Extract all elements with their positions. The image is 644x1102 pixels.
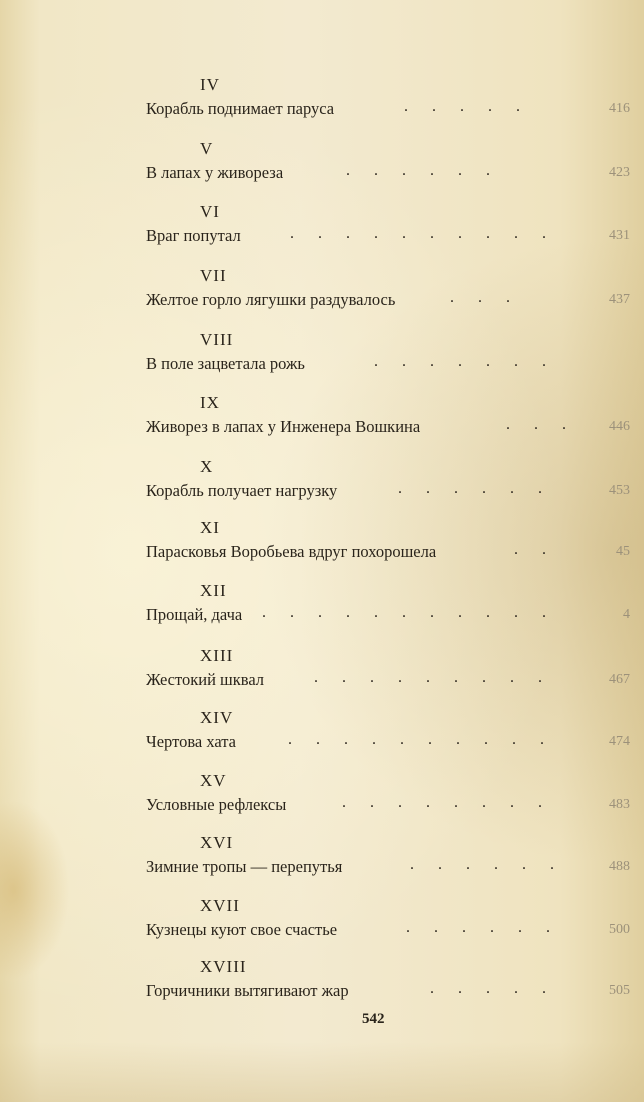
chapter-page-number: 488 — [609, 859, 630, 874]
dot-leader: . . — [514, 541, 556, 558]
dot-leader: . . . . . . — [410, 856, 564, 873]
page-number: 542 — [362, 1011, 385, 1027]
toc-entry — [0, 707, 644, 767]
toc-entry — [0, 329, 644, 389]
toc-entry — [0, 956, 644, 1016]
chapter-numeral: XIII — [200, 646, 234, 665]
toc-entry — [0, 580, 644, 640]
toc-entry — [0, 265, 644, 325]
chapter-numeral: XVII — [200, 896, 240, 915]
toc-entry — [0, 517, 644, 577]
chapter-page-number: 505 — [609, 983, 630, 998]
toc-entry — [0, 138, 644, 198]
chapter-page-number: 446 — [609, 419, 630, 434]
dot-leader: . . . . . . — [398, 480, 552, 497]
chapter-page-number: 474 — [609, 734, 630, 749]
chapter-numeral: XV — [200, 771, 227, 790]
toc-entry — [0, 456, 644, 516]
chapter-numeral: VI — [200, 202, 220, 221]
chapter-title: Желтое горло лягушки раздувалось — [146, 290, 396, 309]
dot-leader: . . . . . . . . — [342, 794, 552, 811]
dot-leader: . . . . . . . . . . . — [262, 604, 556, 621]
chapter-page-number: 4 — [623, 607, 630, 622]
chapter-numeral: XVIII — [200, 957, 247, 976]
dot-leader: . . . . . . — [346, 162, 500, 179]
toc-entry — [0, 895, 644, 955]
chapter-numeral: VIII — [200, 330, 234, 349]
toc-entry — [0, 201, 644, 261]
chapter-title: Корабль поднимает паруса — [146, 99, 335, 118]
dot-leader: . . . — [450, 289, 520, 306]
chapter-title: Зимние тропы — перепутья — [146, 857, 343, 876]
chapter-title: Кузнецы куют свое счастье — [146, 920, 338, 939]
dot-leader: . . . . . — [430, 980, 556, 997]
toc-entry — [0, 770, 644, 830]
chapter-title: В лапах у живореза — [146, 163, 284, 182]
chapter-numeral: V — [200, 139, 214, 158]
chapter-numeral: VII — [200, 266, 227, 285]
chapter-title: Живорез в лапах у Инженера Вошкина — [146, 417, 421, 436]
chapter-page-number: 483 — [609, 797, 630, 812]
chapter-title: Жестокий шквал — [146, 670, 265, 689]
chapter-title: Горчичники вытягивают жар — [146, 981, 349, 1000]
chapter-numeral: X — [200, 457, 214, 476]
chapter-title: Корабль получает нагрузку — [146, 481, 338, 500]
chapter-numeral: XVI — [200, 833, 234, 852]
dot-leader: . . . . . . . — [374, 353, 556, 370]
dot-leader: . . . . . . . . . — [314, 669, 552, 686]
chapter-numeral: IX — [200, 393, 220, 412]
dot-leader: . . . . . . — [406, 919, 560, 936]
chapter-numeral: XI — [200, 518, 220, 537]
chapter-page-number: 431 — [609, 228, 630, 243]
dot-leader: . . . . . . . . . . — [290, 225, 556, 242]
chapter-page-number: 45 — [616, 544, 630, 559]
chapter-title: В поле зацветала рожь — [146, 354, 305, 373]
toc-entry — [0, 832, 644, 892]
chapter-page-number: 453 — [609, 483, 630, 498]
chapter-numeral: XIV — [200, 708, 234, 727]
chapter-numeral: XII — [200, 581, 227, 600]
dot-leader: . . . — [506, 416, 576, 433]
chapter-numeral: IV — [200, 75, 220, 94]
toc-entry — [0, 392, 644, 452]
chapter-page-number: 467 — [609, 672, 630, 687]
toc-entry — [0, 645, 644, 705]
toc-entry — [0, 74, 644, 134]
chapter-title: Условные рефлексы — [146, 795, 287, 814]
chapter-title: Враг попутал — [146, 226, 241, 245]
chapter-title: Чертова хата — [146, 732, 237, 751]
chapter-page-number: 437 — [609, 292, 630, 307]
dot-leader: . . . . . . . . . . — [288, 731, 554, 748]
chapter-page-number: 416 — [609, 101, 630, 116]
chapter-page-number: 423 — [609, 165, 630, 180]
chapter-title: Прощай, дача — [146, 605, 243, 624]
chapter-title: Парасковья Воробьева вдруг похорошела — [146, 542, 437, 561]
dot-leader: . . . . . — [404, 98, 530, 115]
chapter-page-number: 500 — [609, 922, 630, 937]
